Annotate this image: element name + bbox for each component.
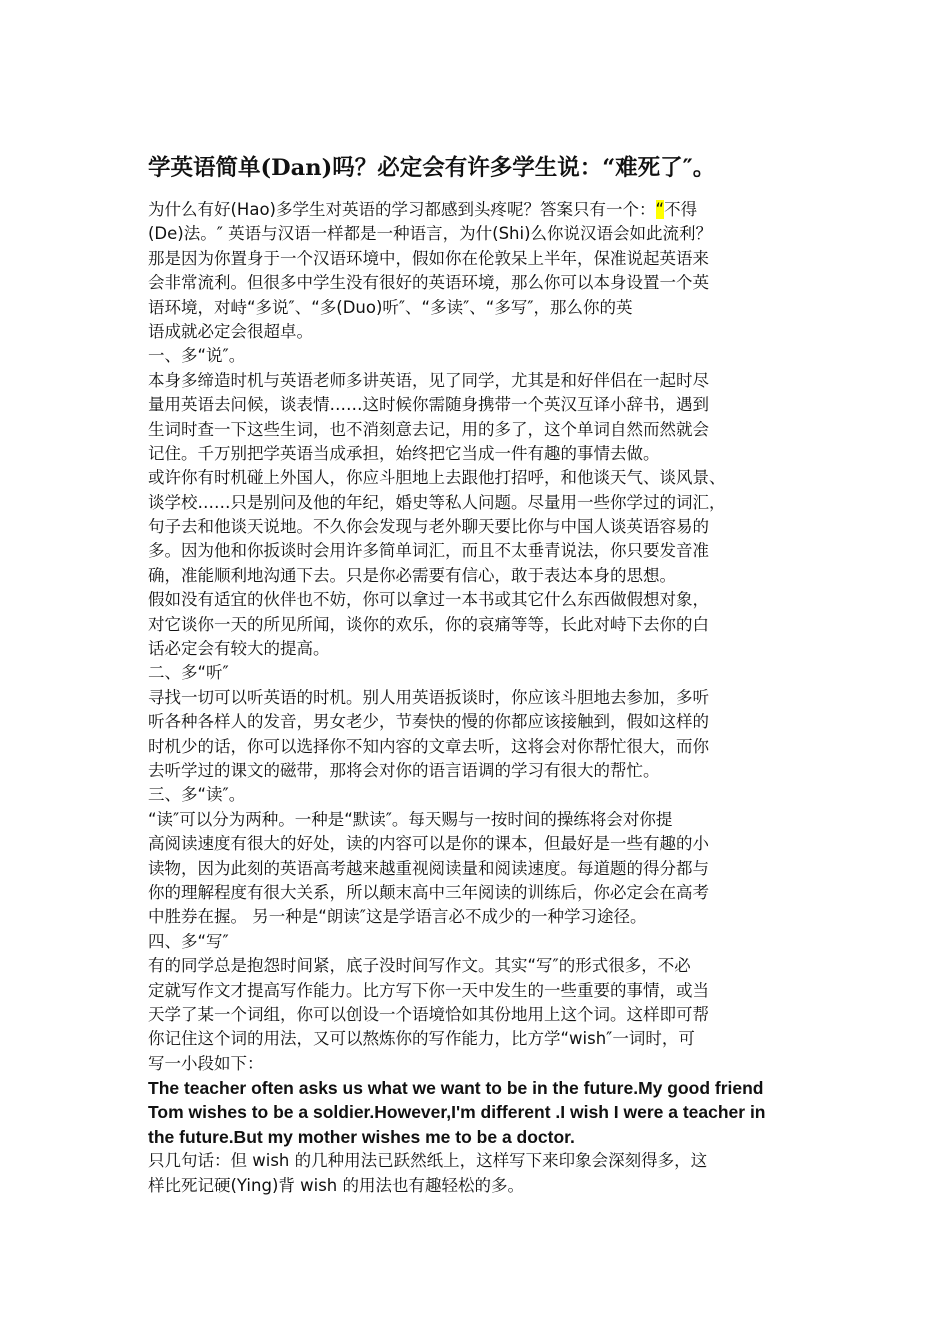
text-run: 为什么有好(Hao)多学生对英语的学习都感到头疼呢？答案只有一个： [148,200,656,219]
paragraph-line: “读″可以分为两种。一种是“默读″。每天赐与一按时间的操练将会对你提 [148,809,673,829]
paragraph-line: 假如没有适宜的伙伴也不妨，你可以拿过一本书或其它什么东西做假想对象， [148,590,709,610]
paragraph-line: 生词时查一下这些生词，也不消刻意去记，用的多了，这个单词自然而然就会 [148,419,709,439]
paragraph-line: 寻找一切可以听英语的时机。别人用英语扳谈时，你应该斗胆地去参加，多听 [148,687,709,707]
paragraph-line: 量用英语去问候，谈表情……这时候你需随身携带一个英汉互译小辞书，遇到 [148,395,709,415]
paragraph-line: 句子去和他谈天说地。不久你会发现与老外聊天要比你与中国人谈英语容易的 [148,517,709,537]
paragraph-line: 中胜券在握。 另一种是“朗读″这是学语言必不成少的一种学习途径。 [148,907,647,927]
paragraph-line: 会非常流利。但很多中学生没有很好的英语环境，那么你可以本身设置一个英 [148,273,709,293]
english-example-line: the future.But my mother wishes me to be a doctor. [148,1126,575,1147]
paragraph-line [148,198,813,222]
paragraph-line: 确，准能顺利地沟通下去。只是你必需要有信心，敢于表达本身的思想。 [148,565,676,585]
paragraph-line: 听各种各样人的发音，男女老少，节奏快的慢的你都应该接触到，假如这样的 [148,712,709,732]
paragraph-line: 只几句话：但 wish 的几种用法已跃然纸上，这样写下来印象会深刻得多，这 [148,1151,708,1171]
paragraph-line: 读物，因为此刻的英语高考越来越重视阅读量和阅读速度。每道题的得分都与 [148,858,709,878]
paragraph-line: 话必定会有较大的提高。 [148,639,330,659]
paragraph-line: 谈学校……只是别问及他的年纪，婚史等私人问题。尽量用一些你学过的词汇， [148,492,726,512]
paragraph-line: 本身多缔造时机与英语老师多讲英语，见了同学，尤其是和好伴侣在一起时尽 [148,370,709,390]
section-heading: 三、多“读″。 [148,785,246,805]
english-example-line: Tom wishes to be a soldier.However,I'm different .I wish I were a teacher in [148,1102,766,1123]
paragraph-line: 那是因为你置身于一个汉语环境中，假如你在伦敦呆上半年，保准说起英语来 [148,248,709,268]
section-heading: 一、多“说″。 [148,346,246,366]
document-content [148,150,813,1198]
paragraph-line: 你的理解程度有很大关系，所以颠末高中三年阅读的训练后，你必定会在高考 [148,882,709,902]
paragraph-line: 写一小段如下： [148,1053,264,1073]
paragraph-line: 语成就必定会很超卓。 [148,321,313,341]
paragraph-line: 去听学过的课文的磁带，那将会对你的语言语调的学习有很大的帮忙。 [148,760,660,780]
text-run: 不得 [664,200,698,219]
document-body [148,198,813,1198]
paragraph-line: 高阅读速度有很大的好处，读的内容可以是你的课本，但最好是一些有趣的小 [148,834,709,854]
paragraph-line: (De)法。″ 英语与汉语一样都是一种语言，为什(Shi)么你说汉语会如此流利？ [148,224,713,244]
paragraph-line: 语环境，对峙“多说″、“多(Duo)听″、“多读″、“多写″，那么你的英 [148,297,633,317]
document-title: 学英语简单(Dan)吗？必定会有许多学生说：“难死了″。 [148,155,716,181]
paragraph-line: 时机少的话，你可以选择你不知内容的文章去听，这将会对你帮忙很大，而你 [148,736,709,756]
paragraph-line: 定就写作文才提高写作能力。比方写下你一天中发生的一些重要的事情，或当 [148,980,709,1000]
paragraph-line: 有的同学总是抱怨时间紧，底子没时间写作文。其实“写″的形式很多，不必 [148,956,691,976]
paragraph-line: 天学了某一个词组，你可以创设一个语境恰如其份地用上这个词。这样即可帮 [148,1004,709,1024]
paragraph-line: 对它谈你一天的所见所闻，谈你的欢乐，你的哀痛等等，长此对峙下去你的白 [148,614,709,634]
paragraph-line: 你记住这个词的用法，又可以熬炼你的写作能力，比方学“wish″一词时，可 [148,1029,695,1049]
section-heading: 四、多“写″ [148,931,229,951]
paragraph-line: 或许你有时机碰上外国人，你应斗胆地上去跟他打招呼，和他谈天气、谈风景、 [148,468,726,488]
highlighted-quote: “ [655,200,665,219]
paragraph-line: 多。因为他和你扳谈时会用许多简单词汇，而且不太垂青说法，你只要发音准 [148,541,709,561]
paragraph-line: 样比死记硬(Ying)背 wish 的用法也有趣轻松的多。 [148,1175,525,1195]
section-heading: 二、多“听″ [148,663,229,683]
paragraph-line: 记住。千万别把学英语当成承担，始终把它当成一件有趣的事情去做。 [148,443,660,463]
english-example-line: The teacher often asks us what we want to be in the future.My good friend [148,1078,764,1099]
